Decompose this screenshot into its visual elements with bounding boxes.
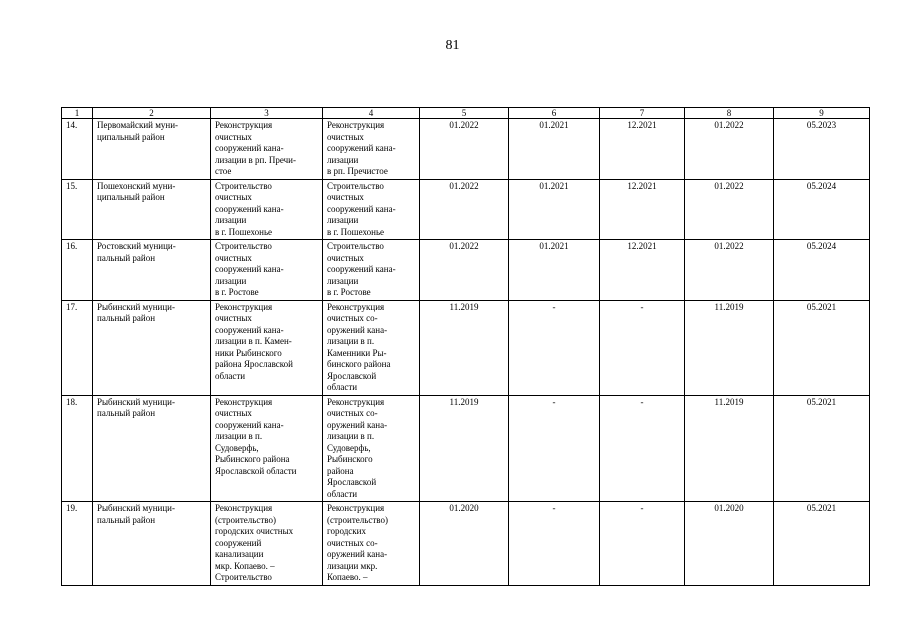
date-cell: 05.2024: [774, 179, 870, 240]
column-header: 2: [93, 108, 211, 119]
object-cell: Реконструкция очистных сооружений кана- лизации в п. Судоверфь, Рыбинского района Ярославской области: [211, 395, 323, 502]
date-cell: -: [600, 502, 685, 586]
date-cell: -: [509, 395, 600, 502]
object-cell: Реконструкция (строительство) городских очистных сооружений канализации мкр. Копаево. – Строительство: [211, 502, 323, 586]
row-number: 14.: [62, 119, 93, 180]
date-cell: -: [600, 395, 685, 502]
work-cell: Строительство очистных сооружений кана- лизации в г. Пошехонье: [323, 179, 420, 240]
date-cell: -: [509, 300, 600, 395]
header-row: [62, 108, 870, 119]
work-cell: Реконструкция (строительство) городских очистных со- оружений кана- лизации мкр. Копаево. –: [323, 502, 420, 586]
date-cell: 05.2023: [774, 119, 870, 180]
column-header: 4: [323, 108, 420, 119]
column-header: 3: [211, 108, 323, 119]
row-number: 19.: [62, 502, 93, 586]
date-cell: 01.2020: [420, 502, 509, 586]
column-header: 7: [600, 108, 685, 119]
date-cell: 01.2020: [685, 502, 774, 586]
district-cell: Рыбинский муници- пальный район: [93, 502, 211, 586]
object-cell: Строительство очистных сооружений кана- лизации в г. Ростове: [211, 240, 323, 301]
object-cell: Строительство очистных сооружений кана- лизации в г. Пошехонье: [211, 179, 323, 240]
date-cell: 01.2021: [509, 179, 600, 240]
date-cell: -: [600, 300, 685, 395]
date-cell: 11.2019: [685, 300, 774, 395]
date-cell: 01.2022: [685, 179, 774, 240]
date-cell: 01.2022: [420, 179, 509, 240]
district-cell: Первомайский муни- ципальный район: [93, 119, 211, 180]
date-cell: 01.2022: [420, 240, 509, 301]
row-number: 18.: [62, 395, 93, 502]
row-number: 17.: [62, 300, 93, 395]
date-cell: 12.2021: [600, 179, 685, 240]
schedule-table: [61, 107, 870, 586]
date-cell: 01.2022: [685, 240, 774, 301]
date-cell: 05.2021: [774, 300, 870, 395]
table-row: [62, 502, 870, 586]
work-cell: Строительство очистных сооружений кана- лизации в г. Ростове: [323, 240, 420, 301]
column-header: 9: [774, 108, 870, 119]
date-cell: 01.2021: [509, 119, 600, 180]
district-cell: Ростовский муници- пальный район: [93, 240, 211, 301]
date-cell: 05.2021: [774, 502, 870, 586]
table-row: [62, 119, 870, 180]
work-cell: Реконструкция очистных со- оружений кана- лизации в п. Каменники Ры- бинского района Ярославской области: [323, 300, 420, 395]
object-cell: Реконструкция очистных сооружений кана- лизации в п. Камен- ники Рыбинского района Ярославской области: [211, 300, 323, 395]
district-cell: Рыбинский муници- пальный район: [93, 395, 211, 502]
date-cell: 12.2021: [600, 119, 685, 180]
work-cell: Реконструкция очистных со- оружений кана- лизации в п. Судоверфь, Рыбинского района Ярославской области: [323, 395, 420, 502]
column-header: 8: [685, 108, 774, 119]
date-cell: -: [509, 502, 600, 586]
date-cell: 11.2019: [420, 395, 509, 502]
column-header: 1: [62, 108, 93, 119]
date-cell: 01.2022: [420, 119, 509, 180]
district-cell: Рыбинский муници- пальный район: [93, 300, 211, 395]
date-cell: 05.2021: [774, 395, 870, 502]
date-cell: 11.2019: [420, 300, 509, 395]
date-cell: 01.2022: [685, 119, 774, 180]
column-header: 6: [509, 108, 600, 119]
table-row: [62, 240, 870, 301]
date-cell: 01.2021: [509, 240, 600, 301]
row-number: 16.: [62, 240, 93, 301]
date-cell: 12.2021: [600, 240, 685, 301]
row-number: 15.: [62, 179, 93, 240]
date-cell: 05.2024: [774, 240, 870, 301]
table-row: [62, 300, 870, 395]
object-cell: Реконструкция очистных сооружений кана- лизации в рп. Пречи- стое: [211, 119, 323, 180]
table-row: [62, 179, 870, 240]
table-row: [62, 395, 870, 502]
page-number: 81: [445, 38, 460, 53]
column-header: 5: [420, 108, 509, 119]
district-cell: Пошехонский муни- ципальный район: [93, 179, 211, 240]
work-cell: Реконструкция очистных сооружений кана- лизации в рп. Пречистое: [323, 119, 420, 180]
date-cell: 11.2019: [685, 395, 774, 502]
